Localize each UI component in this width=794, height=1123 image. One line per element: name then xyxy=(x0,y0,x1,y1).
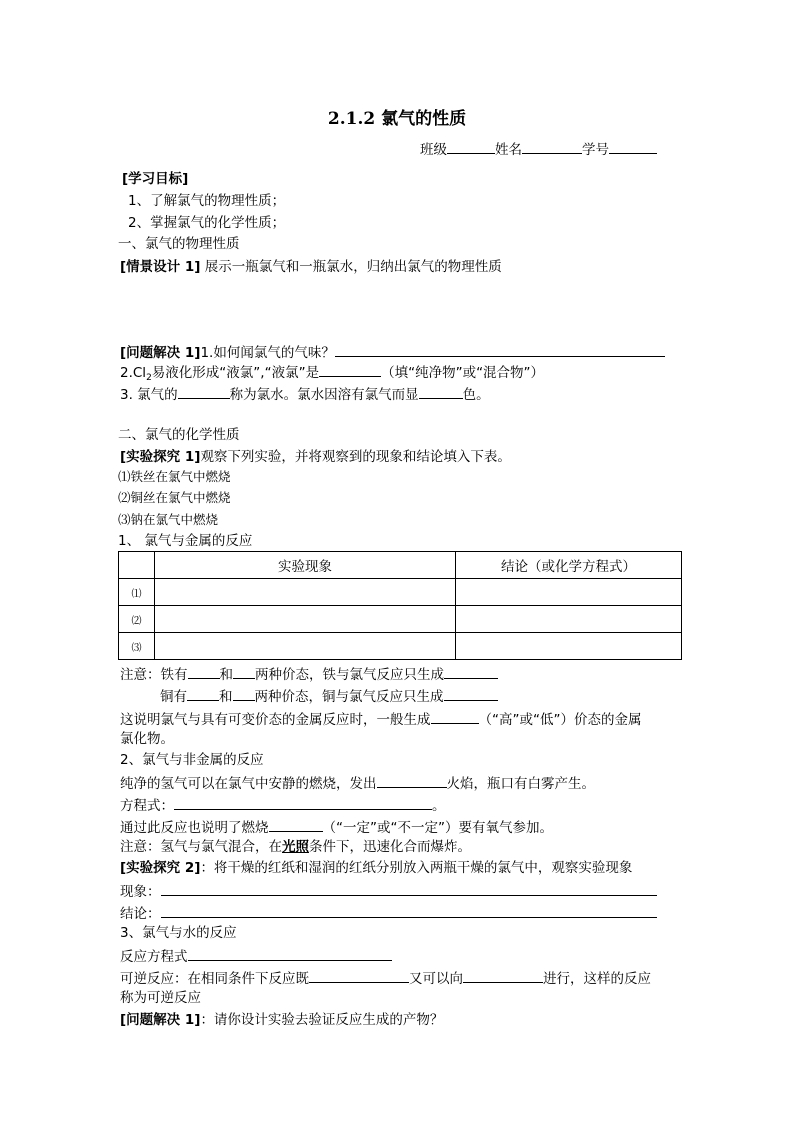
body-text: 反应方程式 xyxy=(120,949,188,965)
phenomenon-label: 现象： xyxy=(120,884,161,900)
answer-blank[interactable] xyxy=(178,384,230,399)
class-label: 班级 xyxy=(420,142,447,158)
row-index: ⑴ xyxy=(119,579,155,606)
explore-1 xyxy=(120,448,511,466)
reaction-equation-line xyxy=(120,946,392,966)
body-text: 通过此反应也说明了燃烧 xyxy=(120,820,269,836)
goal-item: 2、掌握氯气的化学性质； xyxy=(128,215,286,231)
problem-q1-text: 1.如何闻氯气的气味？ xyxy=(200,345,335,361)
note-text: 和 xyxy=(219,667,233,683)
conclusion-text: （“高”或“低”）价态的金属 xyxy=(478,712,642,728)
conclusion-line xyxy=(120,709,641,729)
note-copper xyxy=(160,686,498,706)
reversible-line xyxy=(120,968,651,988)
combustion-line xyxy=(120,817,553,837)
number-blank[interactable] xyxy=(609,139,657,154)
problem-text: ：请你设计实验去验证反应生成的产物？ xyxy=(200,1012,444,1028)
answer-blank[interactable] xyxy=(161,881,657,896)
answer-blank[interactable] xyxy=(233,664,255,679)
answer-blank[interactable] xyxy=(463,968,543,983)
conclusion-cell[interactable] xyxy=(456,579,682,606)
answer-blank[interactable] xyxy=(233,686,255,701)
emphasis-text: 光照 xyxy=(282,839,309,855)
answer-blank[interactable] xyxy=(444,686,498,701)
conclusion-line-end: 氯化物。 xyxy=(120,731,174,747)
table-header-cell: 实验现象 xyxy=(155,552,456,579)
table-header-cell xyxy=(119,552,155,579)
answer-blank[interactable] xyxy=(377,773,447,788)
answer-blank[interactable] xyxy=(269,817,323,832)
explore-text: 观察下列实验，并将观察到的现象和结论填入下表。 xyxy=(200,449,511,465)
note-text: 注意：铁有 xyxy=(120,667,188,683)
q3-text: 3. 氯气的 xyxy=(120,387,178,403)
answer-blank[interactable] xyxy=(444,664,498,679)
conclusion-cell[interactable] xyxy=(456,633,682,660)
q3-text: 色。 xyxy=(462,387,490,403)
equation-label: 方程式： xyxy=(120,798,174,814)
experiment-item: ⑵铜丝在氯气中燃烧 xyxy=(118,490,231,505)
answer-blank[interactable] xyxy=(174,795,432,810)
scene-design-1 xyxy=(120,258,502,276)
equation-line xyxy=(120,795,446,815)
reversible-line-end: 称为可逆反应 xyxy=(120,990,201,1006)
note-text: 两种价态，铁与氯气反应只生成 xyxy=(255,667,444,683)
student-info-line xyxy=(420,139,657,159)
body-text: 又可以向 xyxy=(409,971,463,987)
row-index: ⑶ xyxy=(119,633,155,660)
table-row xyxy=(119,579,682,606)
note-text: 和 xyxy=(219,689,233,705)
problem-tag: [问题解决 1] xyxy=(120,345,201,361)
body-text: 进行，这样的反应 xyxy=(543,971,651,987)
name-label: 姓名 xyxy=(495,142,522,158)
phenomenon-cell[interactable] xyxy=(155,606,456,633)
q2-text: 易液化形成“液氯”,“液氯”是 xyxy=(151,365,320,381)
subscript: 2 xyxy=(146,373,152,383)
answer-blank[interactable] xyxy=(188,664,220,679)
answer-blank[interactable] xyxy=(319,362,381,377)
experiment-item: ⑴铁丝在氯气中燃烧 xyxy=(118,469,231,484)
answer-blank[interactable] xyxy=(419,384,463,399)
phenomenon-line xyxy=(120,881,657,901)
answer-blank[interactable] xyxy=(188,946,392,961)
body-text: 纯净的氢气可以在氯气中安静的燃烧，发出 xyxy=(120,776,377,792)
goal-item: 1、了解氯气的物理性质； xyxy=(128,193,286,209)
results-table xyxy=(118,551,682,660)
explore-tag: [实验探究 1] xyxy=(120,449,201,465)
q2-text: 2.Cl xyxy=(120,365,147,381)
class-blank[interactable] xyxy=(447,139,495,154)
hydrogen-line xyxy=(120,773,595,793)
body-text: 注意：氢气与氯气混合，在 xyxy=(120,839,282,855)
phenomenon-cell[interactable] xyxy=(155,633,456,660)
body-text: 可逆反应：在相同条件下反应既 xyxy=(120,971,309,987)
conclusion-label: 结论： xyxy=(120,906,161,922)
explore-2 xyxy=(120,859,632,877)
explore-tag: [实验探究 2] xyxy=(120,860,201,876)
phenomenon-cell[interactable] xyxy=(155,579,456,606)
note-iron xyxy=(120,664,498,684)
q3-text: 称为氯水。氯水因溶有氯气而显 xyxy=(229,387,419,403)
problem-2 xyxy=(120,1011,443,1029)
subsection-heading: 1、 氯气与金属的反应 xyxy=(118,533,253,549)
problem-q1 xyxy=(120,342,665,362)
conclusion-text: 这说明氯气与具有可变价态的金属反应时，一般生成 xyxy=(120,712,431,728)
note-text: 两种价态，铜与氯气反应只生成 xyxy=(254,689,444,705)
body-text: 条件下，迅速化合而爆炸。 xyxy=(309,839,471,855)
table-row xyxy=(119,633,682,660)
table-header-cell: 结论（或化学方程式） xyxy=(456,552,682,579)
section-heading: 一、氯气的物理性质 xyxy=(118,236,240,252)
conclusion-answer-line xyxy=(120,903,657,923)
number-label: 学号 xyxy=(582,142,609,158)
answer-blank[interactable] xyxy=(335,342,665,357)
body-text: （“一定”或“不一定”）要有氧气参加。 xyxy=(322,820,553,836)
scene-tag: [情景设计 1] xyxy=(120,259,201,275)
answer-blank[interactable] xyxy=(187,686,219,701)
answer-blank[interactable] xyxy=(309,968,409,983)
note-text: 铜有 xyxy=(160,689,187,705)
subsection-heading: 2、氯气与非金属的反应 xyxy=(120,752,264,768)
row-index: ⑵ xyxy=(119,606,155,633)
table-header-row xyxy=(119,552,682,579)
explore-text: ：将干燥的红纸和湿润的红纸分别放入两瓶干燥的氯气中，观察实验现象 xyxy=(200,860,633,876)
note-explosion xyxy=(120,838,471,856)
section-heading: 二、氯气的化学性质 xyxy=(118,427,240,443)
conclusion-cell[interactable] xyxy=(456,606,682,633)
problem-tag: [问题解决 1] xyxy=(120,1012,201,1028)
problem-q3 xyxy=(120,384,490,404)
table-row xyxy=(119,606,682,633)
answer-blank[interactable] xyxy=(161,903,657,918)
page-title: 2.1.2 氯气的性质 xyxy=(327,109,467,129)
body-text: 。 xyxy=(432,798,446,814)
subsection-heading: 3、氯气与水的反应 xyxy=(120,925,237,941)
answer-blank[interactable] xyxy=(431,709,479,724)
goals-heading: [学习目标] xyxy=(122,171,189,187)
q2-text: （填“纯净物”或“混合物”） xyxy=(381,365,545,381)
experiment-item: ⑶钠在氯气中燃烧 xyxy=(118,512,219,527)
body-text: 火焰，瓶口有白雾产生。 xyxy=(446,776,595,792)
name-blank[interactable] xyxy=(522,139,582,154)
scene-text: 展示一瓶氯气和一瓶氯水，归纳出氯气的物理性质 xyxy=(204,259,502,275)
